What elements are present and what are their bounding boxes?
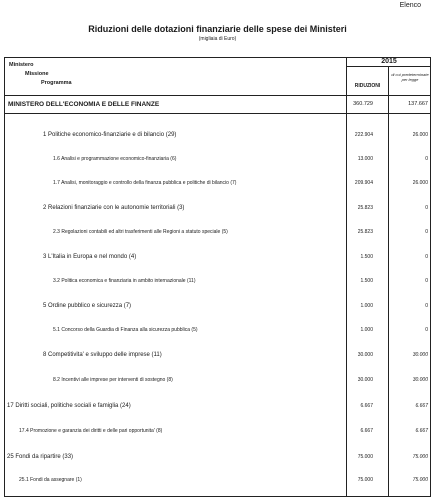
predeterminate-value: 26.000	[412, 180, 428, 186]
programme-label: 25.1 Fondi da assegnare (1)	[19, 477, 82, 483]
reductions-table	[4, 57, 431, 497]
header-bottom-line	[5, 95, 430, 96]
elenco-label: Elenco	[399, 2, 421, 9]
predeterminate-value: 6.667	[415, 403, 428, 409]
predeterminate-value: 30.000	[412, 377, 428, 383]
programme-label: 3.2 Politica economica e finanziaria in ambito internazionale (11)	[53, 278, 196, 284]
programme-label: 17.4 Promozione e garanzia dei diritti e delle pari opportunita' (8)	[19, 428, 163, 434]
riduzioni-value: 1.000	[360, 327, 373, 333]
header-year: 2015	[381, 58, 397, 65]
riduzioni-value: 25.823	[357, 205, 373, 211]
table-row	[5, 403, 430, 417]
table-row	[5, 428, 430, 442]
ministry-predeterminate: 137.667	[408, 101, 428, 107]
header-programma: Programma	[41, 80, 72, 86]
mission-label: 5 Ordine pubblico e sicurezza (7)	[43, 303, 132, 309]
riduzioni-value: 1.500	[360, 278, 373, 284]
predeterminate-value: 0	[425, 327, 428, 333]
document-subtitle: (migliaia di Euro)	[198, 36, 237, 42]
riduzioni-value: 6.667	[360, 403, 373, 409]
header-predeterminate: di cui predeterminate per legge	[391, 72, 429, 82]
predeterminate-value: 0	[425, 205, 428, 211]
riduzioni-value: 6.667	[360, 428, 373, 434]
table-row	[5, 278, 430, 292]
riduzioni-value: 75.000	[357, 477, 373, 483]
predeterminate-value: 0	[425, 303, 428, 309]
table-row	[5, 254, 430, 268]
predeterminate-value: 26.000	[412, 132, 428, 138]
table-row	[5, 377, 430, 391]
header-missione: Missione	[25, 71, 49, 77]
predeterminate-value: 0	[425, 278, 428, 284]
programme-label: 5.1 Concorso della Guardia di Finanza alla sicurezza pubblica (5)	[53, 327, 198, 333]
table-row	[5, 205, 430, 219]
table-row	[5, 303, 430, 317]
riduzioni-value: 13.000	[357, 156, 373, 162]
programme-label: 2.3 Regolazioni contabili ed altri trasferimenti alle Regioni a statuto speciale (5)	[53, 229, 228, 235]
predeterminate-value: 0	[425, 156, 428, 162]
ministry-riduzioni: 360.729	[353, 101, 373, 107]
riduzioni-value: 222.904	[354, 132, 373, 138]
riduzioni-value: 75.000	[357, 454, 373, 460]
ministry-underline	[5, 113, 430, 114]
header-ministero: Ministero	[9, 62, 34, 68]
mission-label: 3 L'Italia in Europa e nel mondo (4)	[43, 254, 137, 260]
programme-label: 1.6 Analisi e programmazione economico-finanziaria (6)	[53, 156, 177, 162]
mission-label: 17 Diritti sociali, politiche sociali e famiglia (24)	[7, 403, 131, 409]
mission-label: 2 Relazioni finanziarie con le autonomie territoriali (3)	[43, 205, 185, 211]
predeterminate-value: 0	[425, 229, 428, 235]
riduzioni-value: 209.904	[354, 180, 373, 186]
table-row	[5, 156, 430, 170]
programme-label: 8.2 Incentivi alle imprese per interventi di sostegno (8)	[53, 377, 173, 383]
mission-label: 1 Politiche economico-finanziarie e di bilancio (29)	[43, 132, 177, 138]
riduzioni-value: 25.823	[357, 229, 373, 235]
table-row	[5, 477, 430, 491]
table-row	[5, 454, 430, 468]
programme-label: 1.7 Analisi, monitoraggio e controllo della finanza pubblica e politiche di bilancio (7)	[53, 180, 237, 186]
mission-label: 8 Competitivita' e sviluppo delle imprese (11)	[43, 352, 162, 358]
table-row	[5, 132, 430, 146]
riduzioni-value: 30.000	[357, 377, 373, 383]
table-row	[5, 180, 430, 194]
document-title: Riduzioni delle dotazioni finanziarie delle spese dei Ministeri	[88, 24, 347, 34]
year-underline	[346, 66, 430, 67]
predeterminate-value: 30.000	[412, 352, 428, 358]
predeterminate-value: 6.667	[415, 428, 428, 434]
mission-label: 25 Fondi da ripartire (33)	[7, 454, 74, 460]
header-riduzioni: RIDUZIONI	[354, 83, 381, 89]
riduzioni-value: 30.000	[357, 352, 373, 358]
table-row	[5, 352, 430, 366]
predeterminate-value: 0	[425, 254, 428, 260]
ministry-label: MINISTERO DELL'ECONOMIA E DELLE FINANZE	[8, 101, 160, 108]
predeterminate-value: 75.000	[412, 454, 428, 460]
table-row	[5, 327, 430, 341]
riduzioni-value: 1.000	[360, 303, 373, 309]
table-row	[5, 229, 430, 243]
predeterminate-value: 75.000	[412, 477, 428, 483]
riduzioni-value: 1.500	[360, 254, 373, 260]
